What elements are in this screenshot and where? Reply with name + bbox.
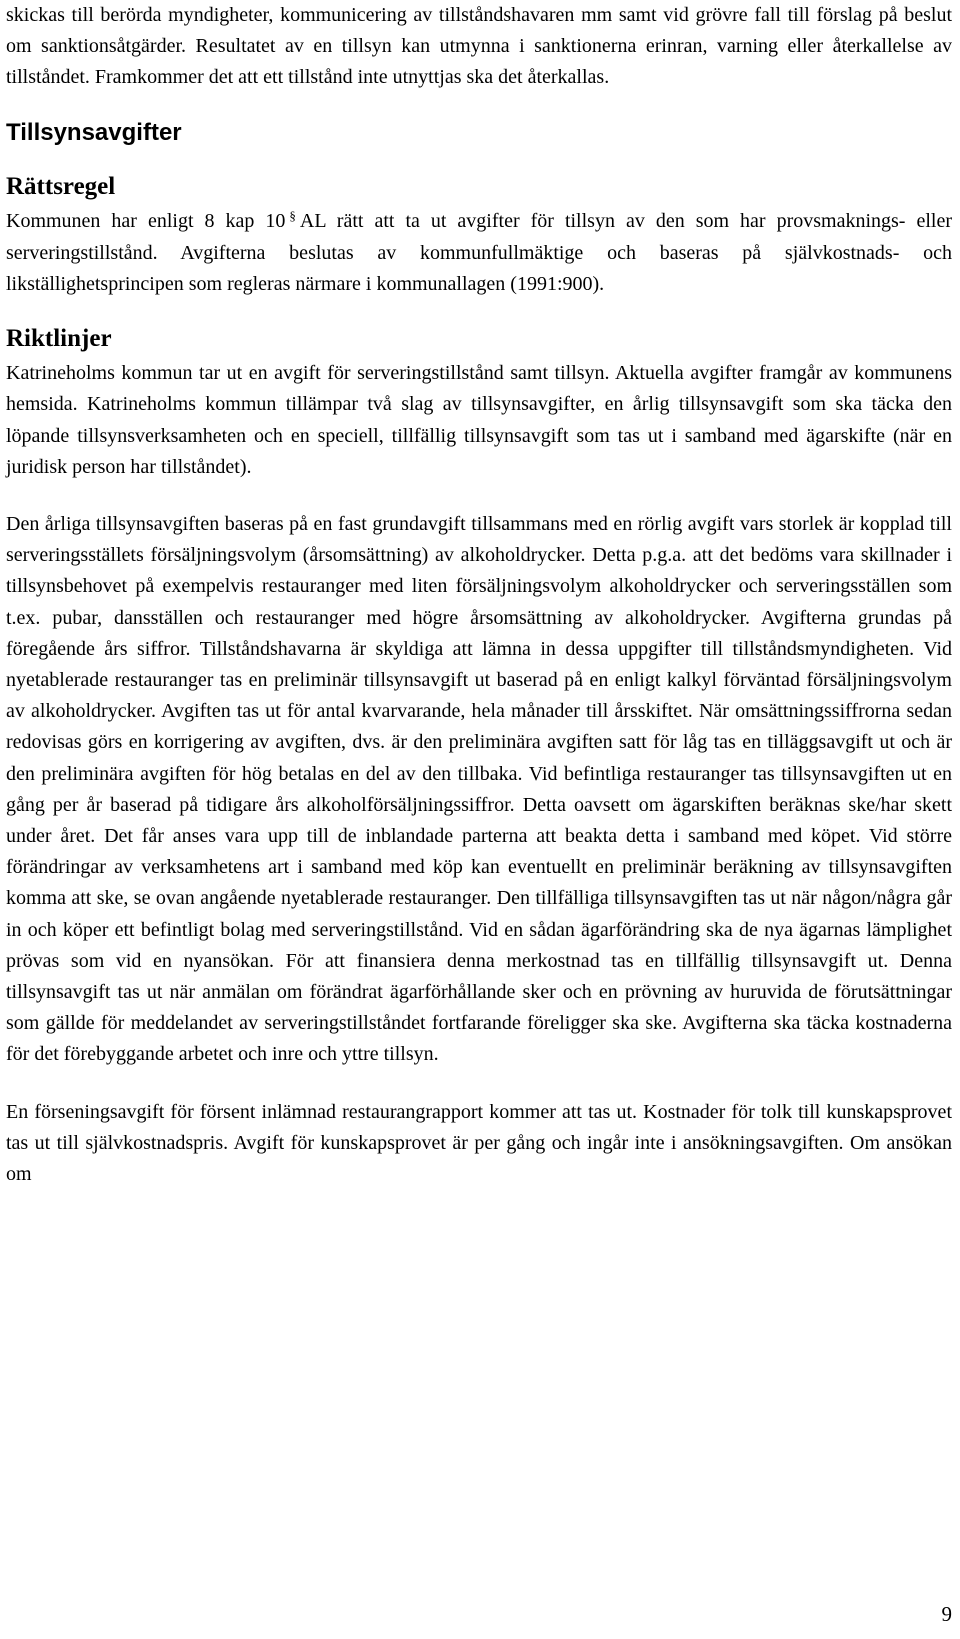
rule-text-before: Kommunen har enligt 8 kap 10 (6, 209, 286, 232)
document-page (6, 0, 952, 1190)
late-fee-paragraph: En förseningsavgift för försent inlämnad restaurangrapport kommer att tas ut. Kostnader för tolk till kunskapsprovet tas ut till självkostnadspris. Avgift för kunskapsprovet är per gång och ingår inte i ansökningsavgiften. Om ansökan om (6, 1100, 952, 1186)
heading-tillsynsavgifter: Tillsynsavgifter (6, 118, 182, 146)
rule-text-after: AL rätt att ta ut avgifter för tillsyn av den som har provsmaknings- eller serveringstillstånd. Avgifterna beslutas av kommunfullmäktige och baseras på självkostnads- och likställighetsprincipen som regleras närmare i kommunallagen (1991:900). (6, 209, 952, 296)
intro-paragraph: skickas till berörda myndigheter, kommunicering av tillståndshavaren mm samt vid grövre fall till förslag på beslut om sanktionsåtgärder. Resultatet av en tillsyn kan utmynna i sanktionerna erinran, varning eller återkallelse av tillståndet. Framkommer det att ett tillstånd inte utnyttjas ska det återkallas. (6, 4, 952, 89)
rule-paragraph (6, 206, 952, 301)
annual-fee-paragraph: Den årliga tillsynsavgiften baseras på en fast grundavgift tillsammans med en rörlig avgift vars storlek är kopplad till serveringsställets försäljningsvolym (årsomsättning) av alkoholdrycker. Detta p.g.a. att det bedöms vara skillnader i tillsynsbehovet på exempelvis restauranger med liten försäljningsvolym alkoholdrycker och serveringsställen som t.ex. pubar, dansställen och restauranger med högre årsomsättning av alkoholdrycker. Avgifterna grundas på föregående års siffror. Tillståndshavarna är skyldiga att lämna in dessa uppgifter till tillståndsmyndigheten. Vid nyetablerade restauranger tas en preliminär tillsynsavgift ut baserad på en enligt kalkyl förväntad försäljningsvolym av alkoholdrycker. Avgiften tas ut för antal kvarvarande, hela månader till årsskiftet. När omsättningssiffrorna sedan redovisas görs en korrigering av avgiften, dvs. är den preliminära avgiften satt för låg tas en tilläggsavgift ut och är den preliminära avgiften för hög betalas en del av den tillbaka. Vid befintliga restauranger tas tillsynsavgiften ut en gång per år baserad på tidigare års alkoholförsäljningssiffror. Detta oavsett om ägarskiften beräknas ske/har skett under året. Det får anses vara upp till de inblandade parterna att beakta detta i samband med köpet. Vid större förändringar av verksamhetens art i samband med köp kan eventuellt en preliminär beräkning av tillsynsavgiften komma att ske, se ovan angående nyetablerade restauranger. Den tillfälliga tillsynsavgiften tas ut när någon/några går in och köper ett befintligt bolag med serveringstillstånd. Vid en sådan ägarförändring ska de nya ägarnas lämplighet prövas som vid en nyansökan. För att finansiera denna merkostnad tas en tillfällig tillsynsavgift ut. Denna tillsynsavgift tas ut när anmälan om förändrat ägarförhållande sker och en prövning av huruvida de förutsättningar som gällde för meddelandet av serveringstillståndet fortfarande föreligger ska ske. Avgifterna ska täcka kostnaderna för det förebyggande arbetet och inre och yttre tillsyn. (6, 513, 952, 1066)
heading-riktlinjer: Riktlinjer (6, 325, 112, 353)
page-number: 9 (941, 1602, 952, 1626)
guidelines-paragraph: Katrineholms kommun tar ut en avgift för serveringstillstånd samt tillsyn. Aktuella avgifter framgår av kommunens hemsida. Katrineholms kommun tillämpar två slag av tillsynsavgifter, en årlig tillsynsavgift som ska täcka den löpande tillsynsverksamheten och en speciell, tillfällig tillsynsavgift som tas ut i samband med ägarskifte (när en juridisk person har tillståndet). (6, 362, 952, 478)
heading-rattsregel: Rättsregel (6, 172, 116, 200)
paragraph-symbol: § (289, 207, 296, 223)
